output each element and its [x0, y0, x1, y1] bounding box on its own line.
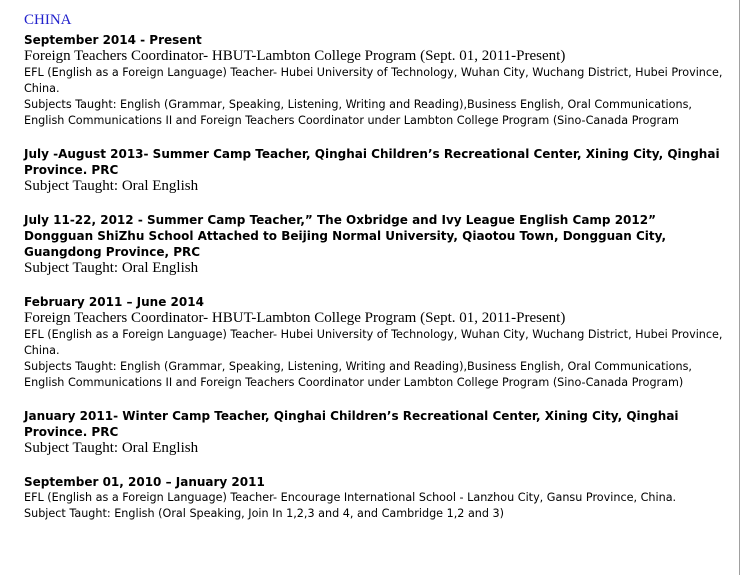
entry-subject: Subject Taught: Oral English: [24, 260, 199, 276]
experience-entry: [24, 474, 729, 522]
entry-date: September 01, 2010 – January 2011: [24, 475, 265, 489]
entry-heading: July 11-22, 2012 - Summer Camp Teacher,” The Oxbridge and Ivy League English Camp 2012” Dongguan ShiZhu School Attached to Beijing Normal University, Qiaotou Town, Dongguan City, Guangdong Province, PRC: [24, 213, 667, 259]
entry-subjects: Subject Taught: English (Oral Speaking, Join In 1,2,3 and 4, and Cambridge 1,2 and 3): [24, 507, 505, 520]
experience-entry: [24, 212, 729, 277]
experience-entry: [24, 294, 729, 391]
entry-detail: EFL (English as a Foreign Language) Teacher- Encourage International School - Lanzhou City, Gansu Province, China.: [24, 491, 677, 504]
entry-heading: July -August 2013- Summer Camp Teacher, Qinghai Children’s Recreational Center, Xining City, Qinghai Province. PRC: [24, 147, 720, 177]
entry-subject: Subject Taught: Oral English: [24, 440, 199, 456]
entry-date: September 2014 - Present: [24, 33, 202, 47]
experience-entry: [24, 146, 729, 195]
scrollbar[interactable]: [739, 0, 747, 575]
entry-position: Foreign Teachers Coordinator- HBUT-Lambton College Program (Sept. 01, 2011-Present): [24, 48, 566, 64]
entry-date: February 2011 – June 2014: [24, 295, 204, 309]
experience-entry: [24, 32, 729, 129]
entry-detail: EFL (English as a Foreign Language) Teacher- Hubei University of Technology, Wuhan City, Wuchang District, Hubei Province, China.: [24, 66, 723, 95]
entry-subjects: Subjects Taught: English (Grammar, Speaking, Listening, Writing and Reading),Business English, Oral Communications, English Communications II and Foreign Teachers Coordinator under Lambton College Program (Sino-Canada Program): [24, 360, 692, 389]
entry-subjects: Subjects Taught: English (Grammar, Speaking, Listening, Writing and Reading),Business English, Oral Communications, English Communications II and Foreign Teachers Coordinator under Lambton College Program (Sino-Canada Program: [24, 98, 692, 127]
resume-content: [24, 12, 729, 539]
experience-entry: [24, 408, 729, 457]
country-heading: CHINA: [24, 12, 72, 28]
entry-position: Foreign Teachers Coordinator- HBUT-Lambton College Program (Sept. 01, 2011-Present): [24, 310, 566, 326]
entry-heading: January 2011- Winter Camp Teacher, Qinghai Children’s Recreational Center, Xining City, Qinghai Province. PRC: [24, 409, 679, 439]
entry-detail: EFL (English as a Foreign Language) Teacher- Hubei University of Technology, Wuhan City, Wuchang District, Hubei Province, China.: [24, 328, 723, 357]
entry-subject: Subject Taught: Oral English: [24, 178, 199, 194]
